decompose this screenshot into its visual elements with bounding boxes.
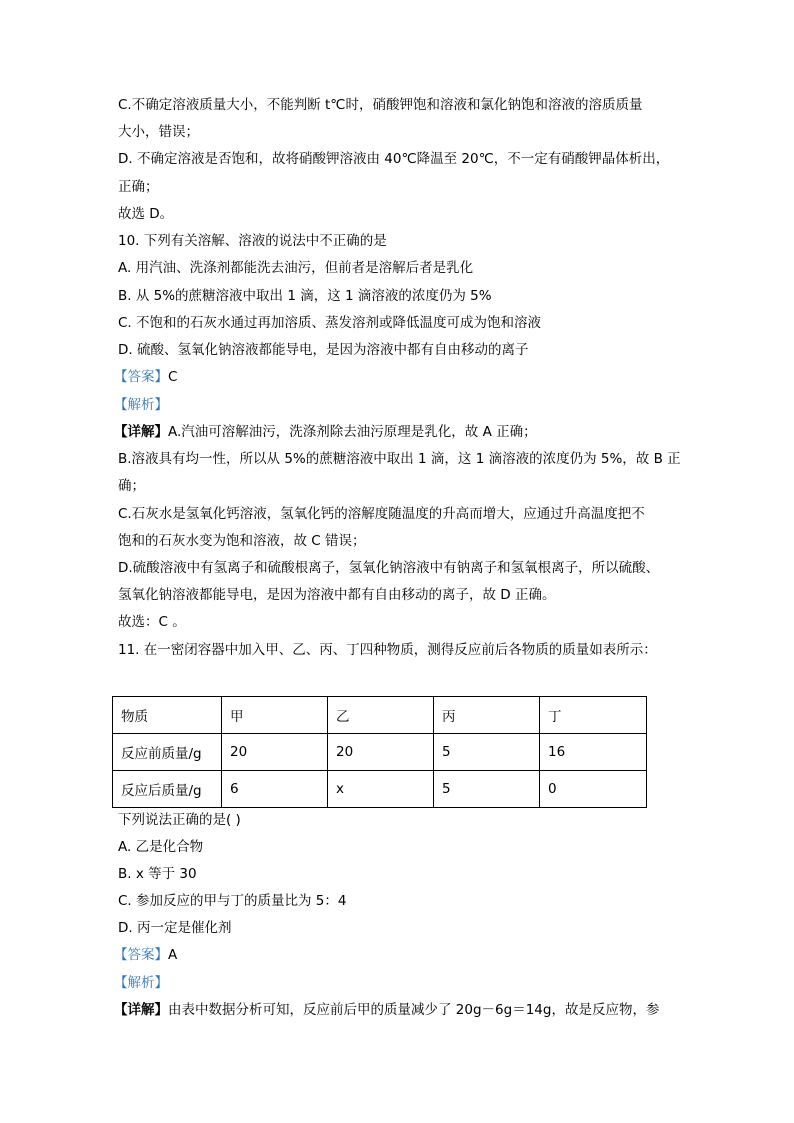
- detail-text: A.汽油可溶解油污，洗涤剂除去油污原理是乳化，故 A 正确；: [168, 424, 537, 440]
- table-cell: 0: [540, 771, 647, 808]
- answer-line: [114, 368, 177, 386]
- question-10-stem: 10. 下列有关溶解、溶液的说法中不正确的是: [118, 233, 387, 249]
- table-cell: 反应后质量/g: [113, 771, 222, 808]
- text-line: 确；: [118, 478, 145, 494]
- question-prompt: 下列说法正确的是( ): [118, 812, 241, 828]
- table-cell: 物质: [113, 697, 222, 734]
- text-line: 故选：C 。: [118, 614, 186, 630]
- option-d: D. 硫酸、氢氧化钠溶液都能导电，是因为溶液中都有自由移动的离子: [118, 342, 529, 358]
- table-cell: 20: [328, 734, 434, 771]
- text-line: D. 不确定溶液是否饱和，故将硝酸钾溶液由 40℃降温至 20℃，不一定有硝酸钾晶体析出，: [118, 151, 670, 167]
- answer-value: C: [168, 369, 178, 385]
- option-d: D. 丙一定是催化剂: [118, 920, 232, 936]
- text-line: 大小，错误；: [118, 124, 199, 140]
- text-line: 正确；: [118, 179, 159, 195]
- table-cell: 5: [434, 771, 540, 808]
- text-line: 故选 D。: [118, 206, 174, 222]
- option-a: A. 乙是化合物: [118, 839, 204, 855]
- table-cell: 丁: [540, 697, 647, 734]
- detail-tag: 【详解】: [114, 424, 168, 440]
- table-cell: 乙: [328, 697, 434, 734]
- option-b: B. x 等于 30: [118, 866, 197, 882]
- answer-value: A: [168, 947, 178, 963]
- text-line: C.石灰水是氢氧化钙溶液，氢氧化钙的溶解度随温度的升高而增大，应通过升高温度把不: [118, 506, 645, 522]
- detail-line: [114, 1001, 659, 1019]
- table-row: [113, 734, 647, 771]
- analysis-label: 【解析】: [114, 397, 168, 413]
- text-line: 氢氧化钠溶液都能导电，是因为溶液中都有自由移动的离子，故 D 正确。: [118, 587, 556, 603]
- analysis-label: 【解析】: [114, 975, 168, 991]
- table-cell: 20: [222, 734, 328, 771]
- analysis-tag: [114, 974, 168, 992]
- mass-table: [112, 696, 647, 808]
- table-row: [113, 771, 647, 808]
- table-cell: 5: [434, 734, 540, 771]
- text-line: C.不确定溶液质量大小，不能判断 t℃时，硝酸钾饱和溶液和氯化钠饱和溶液的溶质质量: [118, 97, 643, 113]
- detail-line: [114, 423, 537, 441]
- text-line: D.硫酸溶液中有氢离子和硫酸根离子，氢氧化钠溶液中有钠离子和氢氧根离子，所以硫酸、: [118, 560, 660, 576]
- table-cell: 反应前质量/g: [113, 734, 222, 771]
- table-cell: 丙: [434, 697, 540, 734]
- table-cell: 16: [540, 734, 647, 771]
- detail-tag: 【详解】: [114, 1002, 168, 1018]
- option-c: C. 参加反应的甲与丁的质量比为 5：4: [118, 893, 347, 909]
- option-a: A. 用汽油、洗涤剂都能洗去油污，但前者是溶解后者是乳化: [118, 260, 474, 276]
- table-cell: x: [328, 771, 434, 808]
- question-11-stem: 11. 在一密闭容器中加入甲、乙、丙、丁四种物质，测得反应前后各物质的质量如表所示：: [118, 642, 657, 658]
- table-cell: 甲: [222, 697, 328, 734]
- answer-line: [114, 946, 177, 964]
- text-line: 饱和的石灰水变为饱和溶液，故 C 错误；: [118, 533, 366, 549]
- analysis-tag: [114, 396, 168, 414]
- table-cell: 6: [222, 771, 328, 808]
- answer-tag: 【答案】: [114, 369, 168, 385]
- text-line: B.溶液具有均一性，所以从 5%的蔗糖溶液中取出 1 滴，这 1 滴溶液的浓度仍为 5%，故 B 正: [118, 451, 681, 467]
- detail-text: 由表中数据分析可知，反应前后甲的质量减少了 20g－6g＝14g，故是反应物，参: [168, 1002, 660, 1018]
- table-row: [113, 697, 647, 734]
- answer-tag: 【答案】: [114, 947, 168, 963]
- option-b: B. 从 5%的蔗糖溶液中取出 1 滴，这 1 滴溶液的浓度仍为 5%: [118, 288, 492, 304]
- option-c: C. 不饱和的石灰水通过再加溶质、蒸发溶剂或降低温度可成为饱和溶液: [118, 315, 542, 331]
